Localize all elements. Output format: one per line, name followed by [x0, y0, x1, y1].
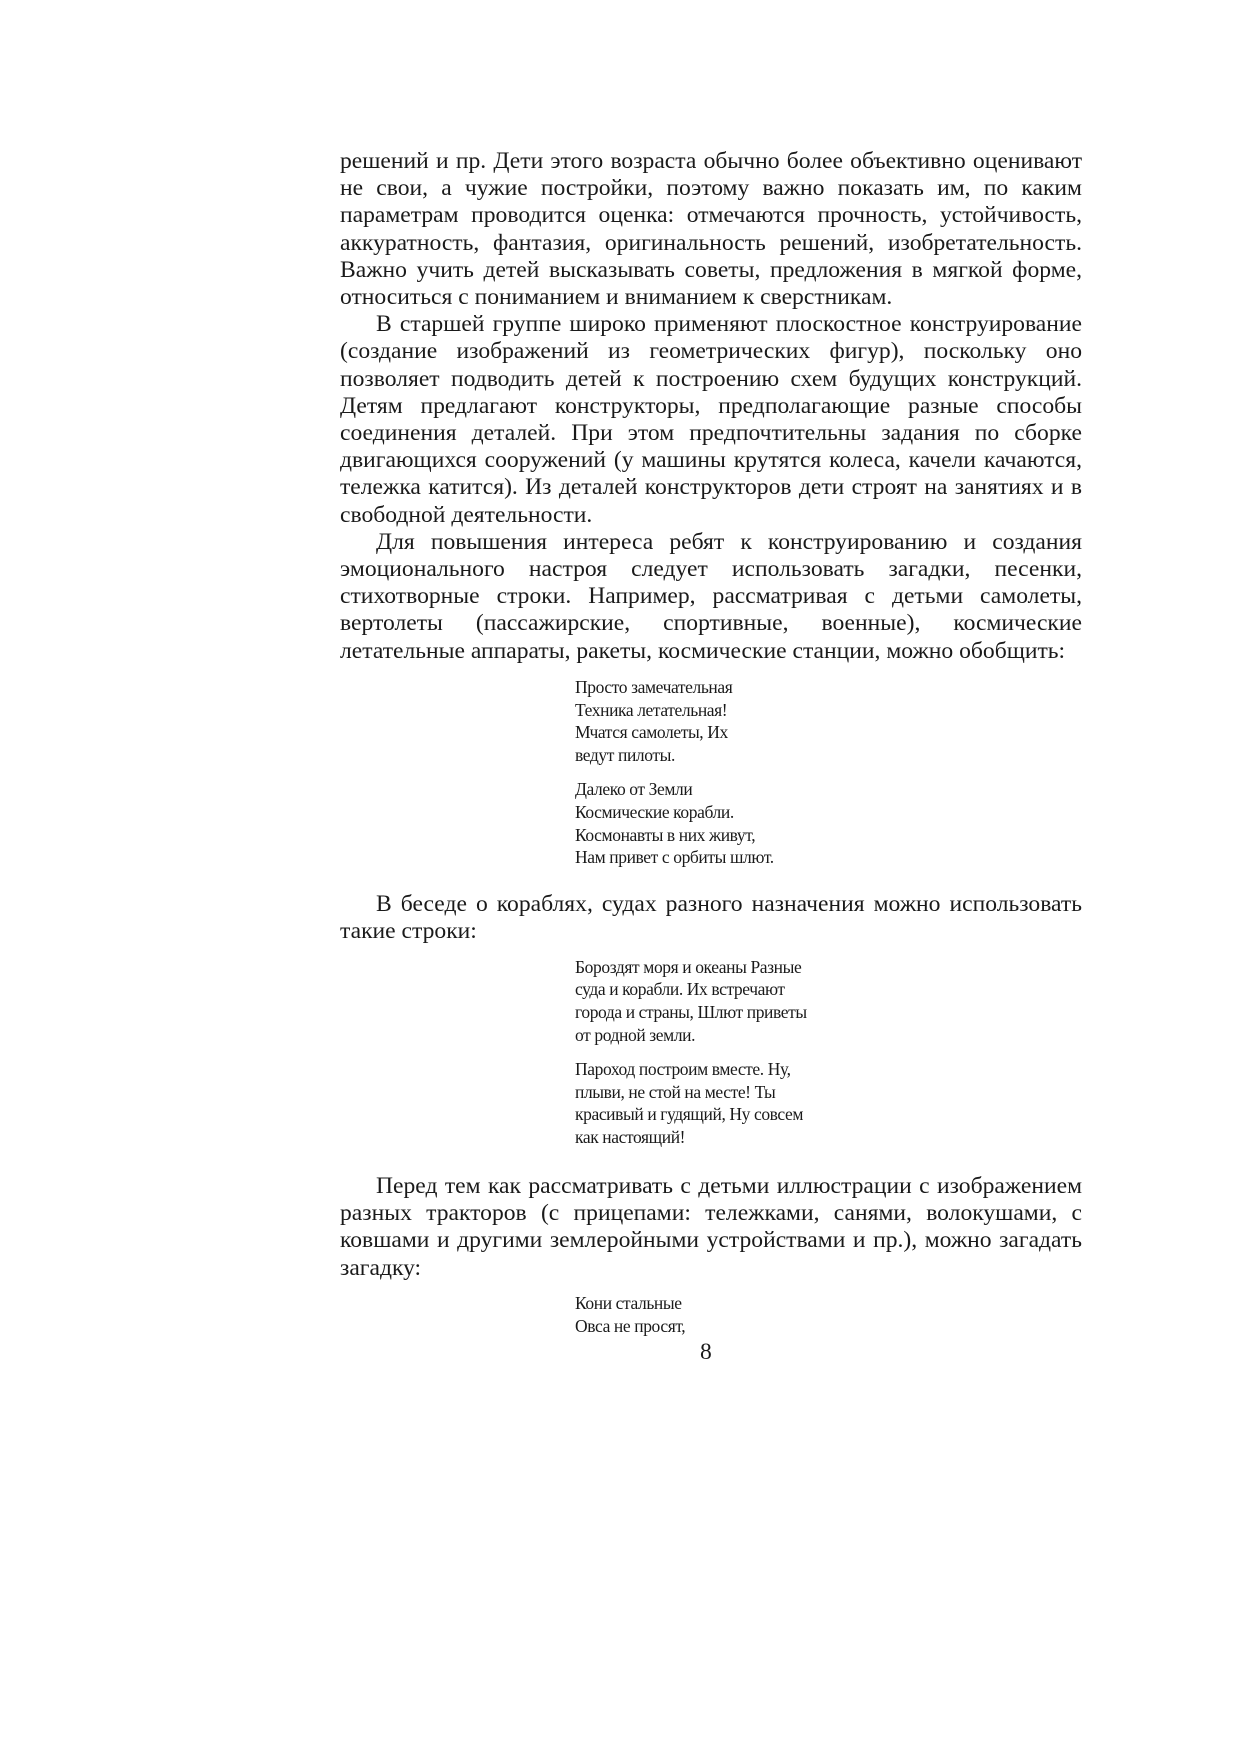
poem-line: Космонавты в них живут, — [575, 824, 756, 845]
poem-stanza — [575, 1058, 1082, 1149]
paragraph-tractors: Перед тем как рассматривать с детьми иллюстрации с изображением разных тракторов (с прицепами: тележками, санями, волокушами, с ковшами и другими землеройными устройствами и пр.), можно загадать загадку: — [340, 1173, 1082, 1281]
paragraph-ships: В беседе о кораблях, судах разного назначения можно использовать такие строки: — [340, 891, 1082, 945]
page-number: 8 — [700, 1339, 712, 1365]
paragraph-senior-group: В старшей группе широко применяют плоскостное конструирование (создание изображений из геометрических фигур), поскольку оно позволяет подводить детей к построению схем будущих конструкций. Детям предлагают конструкторы, предполагающие разные способы соединения деталей. При этом предпочтительны задания по сборке двигающихся сооружений (у машины крутятся колеса, качели качаются, тележка катится). Из деталей конструкторов дети строят на занятиях и в свободной деятельности. — [340, 311, 1082, 528]
poem-line: ведут пилоты. — [575, 745, 675, 766]
poem-line: Далеко от Земли — [575, 779, 693, 800]
poem-line: красивый и гудящий, Ну совсем — [575, 1104, 804, 1125]
poem-riddle — [575, 1292, 1082, 1338]
poem-stanza — [575, 778, 1082, 869]
poem-stanza — [575, 956, 1082, 1047]
poem-line: плыви, не стой на месте! Ты — [575, 1081, 776, 1102]
poem-ships — [575, 956, 1082, 1149]
poem-line: Нам привет с орбиты шлют. — [575, 847, 774, 868]
poem-line: Бороздят моря и океаны Разные — [575, 956, 802, 977]
poem-line: как настоящий! — [575, 1127, 686, 1148]
poem-line: города и страны, Шлют приветы — [575, 1002, 807, 1023]
poem-stanza — [575, 1292, 1082, 1338]
poem-line: Просто замечательная — [575, 676, 733, 697]
page-content — [340, 148, 1082, 1337]
poem-stanza — [575, 676, 1082, 767]
poem-line: Овса не просят, — [575, 1315, 686, 1336]
poem-aircraft — [575, 676, 1082, 869]
poem-line: от родной земли. — [575, 1025, 696, 1046]
poem-line: Пароход построим вместе. Ну, — [575, 1058, 791, 1079]
poem-line: Кони стальные — [575, 1292, 682, 1313]
poem-line: суда и корабли. Их встречают — [575, 979, 785, 1000]
poem-line: Техника летательная! — [575, 699, 728, 720]
poem-line: Космические корабли. — [575, 801, 734, 822]
paragraph-continuation: решений и пр. Дети этого возраста обычно более объективно оценивают не свои, а чужие постройки, поэтому важно показать им, по каким параметрам проводится оценка: отмечаются прочность, устойчивость, аккуратность, фантазия, оригинальность решений, изобретательность. Важно учить детей высказывать советы, предложения в мягкой форме, относиться с пониманием и вниманием к сверстникам. — [340, 148, 1082, 311]
paragraph-riddles-songs: Для повышения интереса ребят к конструированию и создания эмоционального настроя следует использовать загадки, песенки, стихотворные строки. Например, рассматривая с детьми самолеты, вертолеты (пассажирские, спортивные, военные), космические летательные аппараты, ракеты, космические станции, можно обобщить: — [340, 528, 1082, 664]
poem-line: Мчатся самолеты, Их — [575, 722, 728, 743]
